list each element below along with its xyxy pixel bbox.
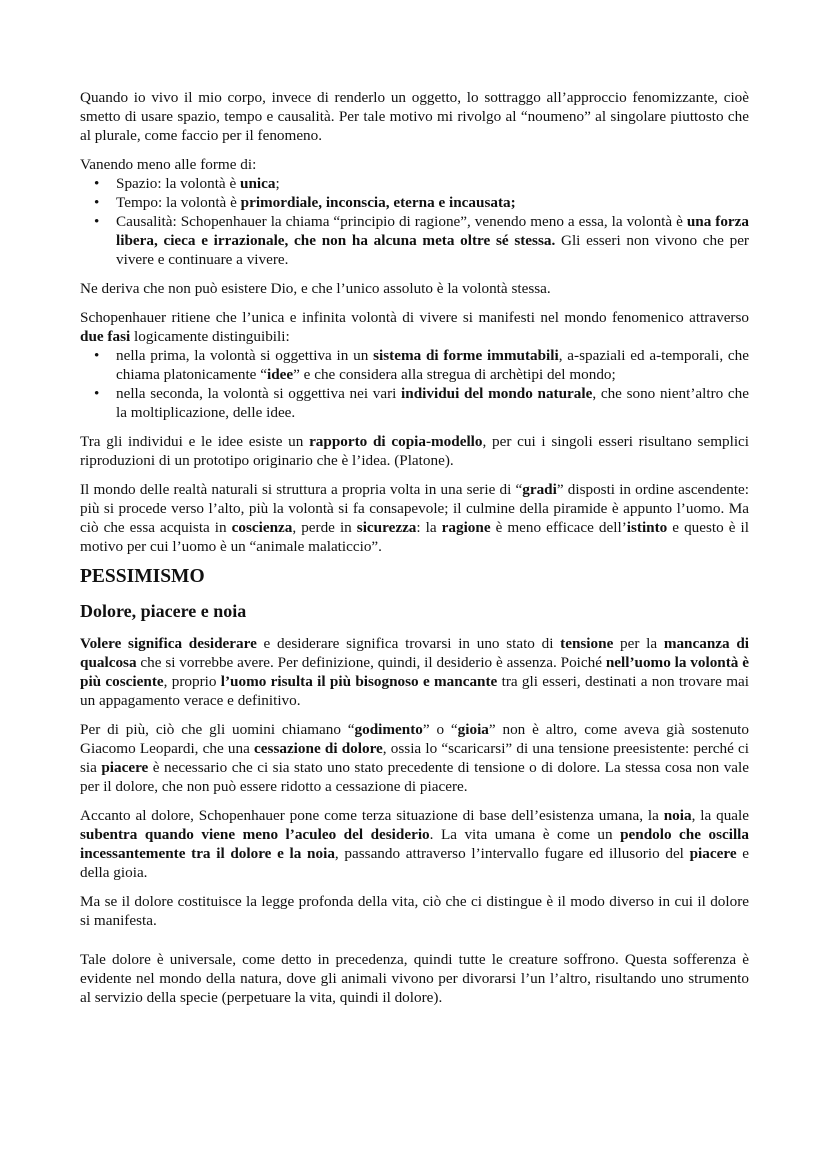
paragraph-forms-intro: Vanendo meno alle forme di:	[80, 156, 257, 173]
paragraph-noumeno: Quando io vivo il mio corpo, invece di renderlo un oggetto, lo sottraggo all’approccio fenomizzante, cioè smetto di usare spazio, tempo e causalità. Per tale motivo mi rivolgo al “noumeno” al singolare piuttosto che al plurale, come faccio per il fenomeno.	[80, 89, 749, 144]
list-item-seconda-fase: • nella seconda, la volontà si oggettiva nei vari individui del mondo naturale, che sono nient’altro che la moltiplicazione, delle idee.	[116, 384, 749, 422]
paragraph-volere: Volere significa desiderare e desiderare significa trovarsi in uno stato di tensione per la mancanza di qualcosa che si vorrebbe avere. Per definizione, quindi, il desiderio è assenza. Poiché nell’uomo la volontà è più cosciente, proprio l’uomo risulta il più bisognoso e mancante tra gli esseri, destinati a non trovare mai un appagamento verace e definitivo.	[80, 635, 749, 709]
list-item-tempo: • Tempo: la volontà è primordiale, inconscia, eterna e incausata;	[116, 193, 749, 212]
list-item-causalita: • Causalità: Schopenhauer la chiama “principio di ragione”, venendo meno a essa, la volontà è una forza libera, cieca e irrazionale, che non ha alcuna meta oltre sé stessa. Gli esseri non vivono che per vivere e continuare a vivere.	[116, 212, 749, 269]
subsection-heading-dolore: Dolore, piacere e noia	[80, 601, 247, 621]
paragraph-copia-modello: Tra gli individui e le idee esiste un rapporto di copia-modello, per cui i singoli esseri risultano semplici riproduzioni di un prototipo originario che è l’idea. (Platone).	[80, 433, 749, 469]
forms-list	[80, 174, 749, 269]
paragraph-dio: Ne deriva che non può esistere Dio, e che l’unico assoluto è la volontà stessa.	[80, 280, 551, 297]
list-item-spazio: • Spazio: la volontà è unica;	[116, 174, 749, 193]
paragraph-legge-dolore: Ma se il dolore costituisce la legge profonda della vita, ciò che ci distingue è il modo diverso in cui il dolore si manifesta.	[80, 893, 749, 929]
paragraph-gradi: Il mondo delle realtà naturali si struttura a propria volta in una serie di “gradi” disposti in ordine ascendente: più si procede verso l’alto, più la volontà si fa consapevole; il culmine della piramide è appunto l’uomo. Ma ciò che essa acquista in coscienza, perde in sicurezza: la ragione è meno efficace dell’istinto e questo è il motivo per cui l’uomo è un “animale malaticcio”.	[80, 481, 749, 555]
list-item-prima-fase: • nella prima, la volontà si oggettiva in un sistema di forme immutabili, a-spaziali ed a-temporali, che chiama platonicamente “idee” e che considera alla stregua di archètipi del mondo;	[116, 346, 749, 384]
paragraph-noia: Accanto al dolore, Schopenhauer pone come terza situazione di base dell’esistenza umana, la noia, la quale subentra quando viene meno l’aculeo del desiderio. La vita umana è come un pendolo che oscilla incessantemente tra il dolore e la noia, passando attraverso l’intervallo fugare ed illusorio del piacere e della gioia.	[80, 807, 749, 881]
document-page	[80, 88, 749, 1017]
phases-list	[80, 346, 749, 422]
paragraph-due-fasi: Schopenhauer ritiene che l’unica e infinita volontà di vivere si manifesti nel mondo fenomenico attraverso due fasi logicamente distinguibili:	[80, 309, 749, 345]
section-heading-pessimismo: PESSIMISMO	[80, 566, 205, 587]
paragraph-godimento: Per di più, ciò che gli uomini chiamano “godimento” o “gioia” non è altro, come aveva già sostenuto Giacomo Leopardi, che una cessazione di dolore, ossia lo “scaricarsi” di una tensione preesistente: perché ci sia piacere è necessario che ci sia stato uno stato precedente di tensione o di dolore. La stessa cosa non vale per il dolore, che non può essere ridotto a cessazione di piacere.	[80, 721, 749, 795]
paragraph-dolore-universale: Tale dolore è universale, come detto in precedenza, quindi tutte le creature soffrono. Questa sofferenza è evidente nel mondo della natura, dove gli animali vivono per divorarsi l’un l’altro, risultando uno strumento al servizio della specie (perpetuare la vita, quindi il dolore).	[80, 951, 749, 1006]
